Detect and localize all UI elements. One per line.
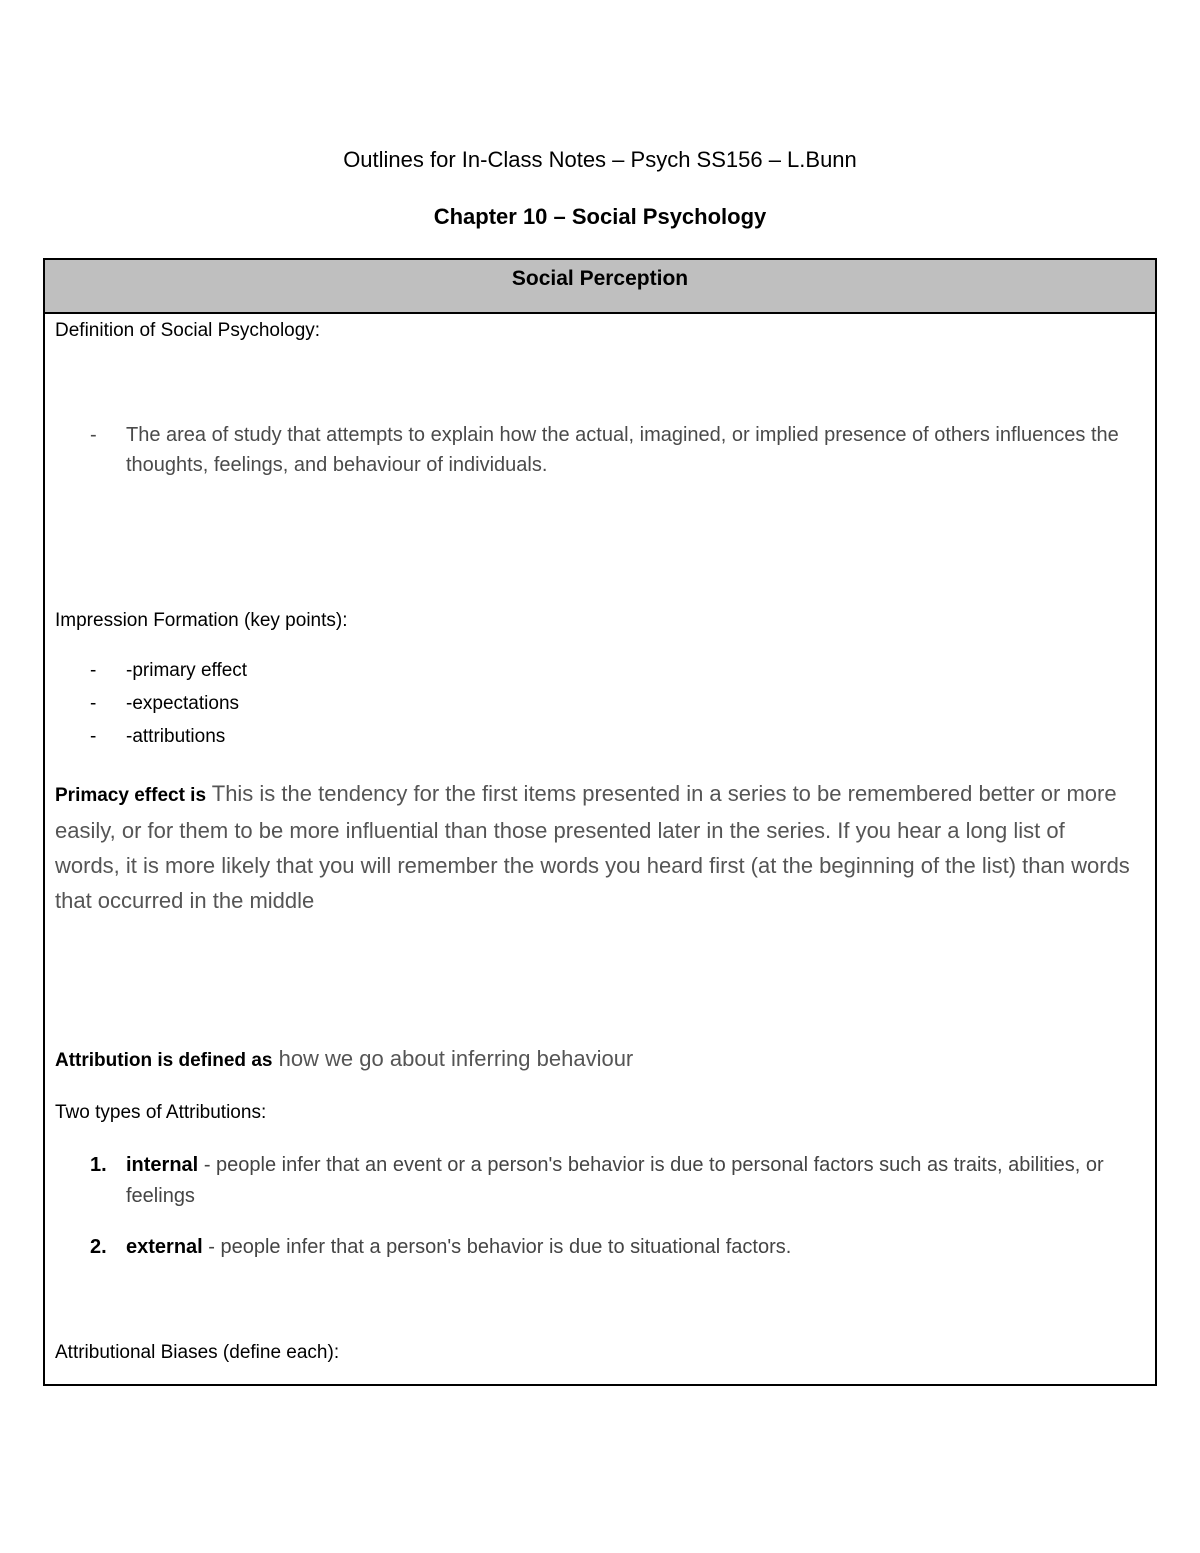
item-number: 2. [90,1236,107,1258]
impression-item-text: -attributions [126,726,226,747]
definition-answer: The area of study that attempts to explain how the actual, imagined, or implied presence of others influences the thoughts, feelings, and behaviour of individuals. [126,424,1119,476]
attribution-type-desc: - people infer that an event or a person's behavior is due to personal factors such as traits, abilities, or feelings [126,1154,1104,1207]
attribution-type-term: internal [126,1154,199,1176]
attribution-definition [55,1042,633,1078]
impression-item-text: -primary effect [126,660,248,681]
primacy-lead: Primacy effect is [55,785,207,806]
dash-marker: - [90,693,97,714]
impression-item-text: -expectations [126,693,240,714]
attribution-type-desc: - people infer that a person's behavior is due to situational factors. [208,1236,792,1258]
biases-label: Attributional Biases (define each): [55,1342,340,1363]
attribution-type-term: external [126,1236,203,1258]
attribution-lead: Attribution is defined as [55,1050,273,1071]
document-title: Outlines for In-Class Notes – Psych SS156 – L.Bunn [343,147,857,172]
types-label: Two types of Attributions: [55,1102,267,1123]
section-title: Social Perception [45,260,1155,314]
definition-label: Definition of Social Psychology: [55,320,321,341]
notes-table [43,258,1157,1386]
primacy-answer: This is the tendency for the first items presented in a series to be remembered better or more easily, or for them to be more influential than those presented later in the series. If you hear a long list of words, it is more likely that you will remember the words you heard first (at the beginning of the list) than words that occurred in the middle [55,781,1130,913]
table-body [45,314,1155,1384]
attribution-type-content [126,1232,1141,1263]
attribution-answer: how we go about inferring behaviour [278,1046,634,1071]
chapter-title: Chapter 10 – Social Psychology [433,204,767,229]
dash-marker: - [90,726,97,747]
dash-marker: - [90,660,97,681]
attribution-type-content [126,1150,1141,1212]
impression-label: Impression Formation (key points): [55,610,348,631]
item-number: 1. [90,1154,107,1176]
dash-marker: - [90,424,97,446]
primacy-effect-paragraph [55,776,1135,918]
